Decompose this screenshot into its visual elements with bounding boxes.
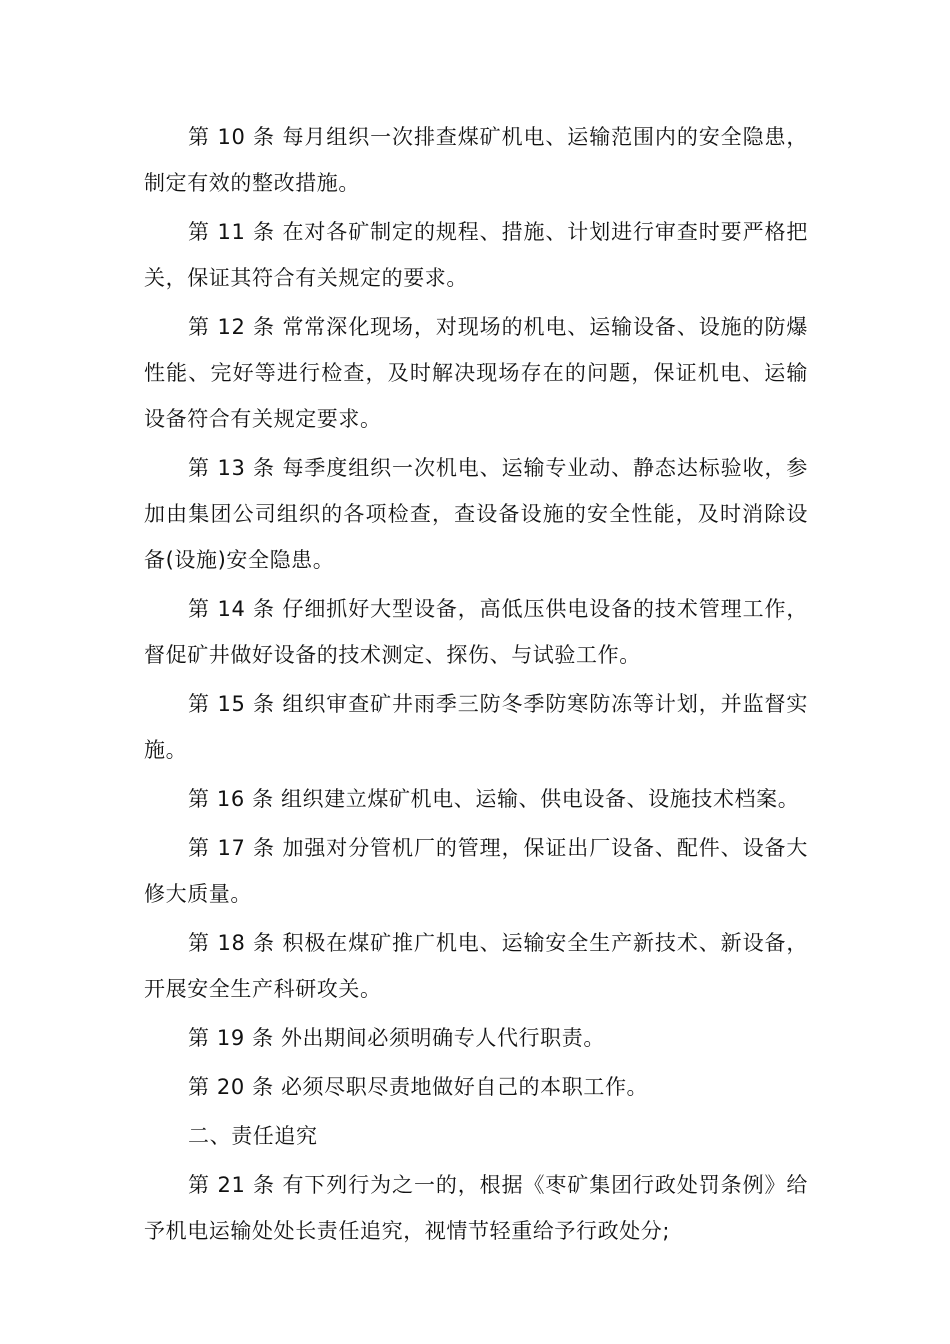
document-body (144, 114, 808, 1257)
article-21: 第 21 条 有下列行为之一的，根据《枣矿集团行政处罚条例》给予机电运输处处长责任追究，视情节轻重给予行政处分; (144, 1173, 808, 1243)
article-17: 第 17 条 加强对分管机厂的管理，保证出厂设备、配件、设备大修大质量。 (144, 836, 808, 906)
article-20: 第 20 条 必须尽职尽责地做好自己的本职工作。 (188, 1075, 649, 1099)
article-12: 第 12 条 常常深化现场，对现场的机电、运输设备、设施的防爆性能、完好等进行检查，及时解决现场存在的问题，保证机电、运输设备符合有关规定要求。 (144, 315, 808, 431)
article-11: 第 11 条 在对各矿制定的规程、措施、计划进行审查时要严格把关，保证其符合有关规定的要求。 (144, 220, 808, 290)
section-heading: 二、责任追究 (188, 1124, 318, 1148)
article-14: 第 14 条 仔细抓好大型设备，高低压供电设备的技术管理工作，督促矿井做好设备的技术测定、探伤、与试验工作。 (144, 597, 808, 667)
article-15: 第 15 条 组织审查矿井雨季三防冬季防寒防冻等计划，并监督实施。 (144, 692, 808, 762)
article-16: 第 16 条 组织建立煤矿机电、运输、供电设备、设施技术档案。 (188, 787, 800, 811)
article-13: 第 13 条 每季度组织一次机电、运输专业动、静态达标验收，参加由集团公司组织的各项检查，查设备设施的安全性能，及时消除设备(设施)安全隐患。 (144, 456, 808, 572)
article-18: 第 18 条 积极在煤矿推广机电、运输安全生产新技术、新设备，开展安全生产科研攻关。 (144, 931, 808, 1001)
article-19: 第 19 条 外出期间必须明确专人代行职责。 (188, 1026, 605, 1050)
article-10: 第 10 条 每月组织一次排查煤矿机电、运输范围内的安全隐患，制定有效的整改措施。 (144, 125, 808, 195)
